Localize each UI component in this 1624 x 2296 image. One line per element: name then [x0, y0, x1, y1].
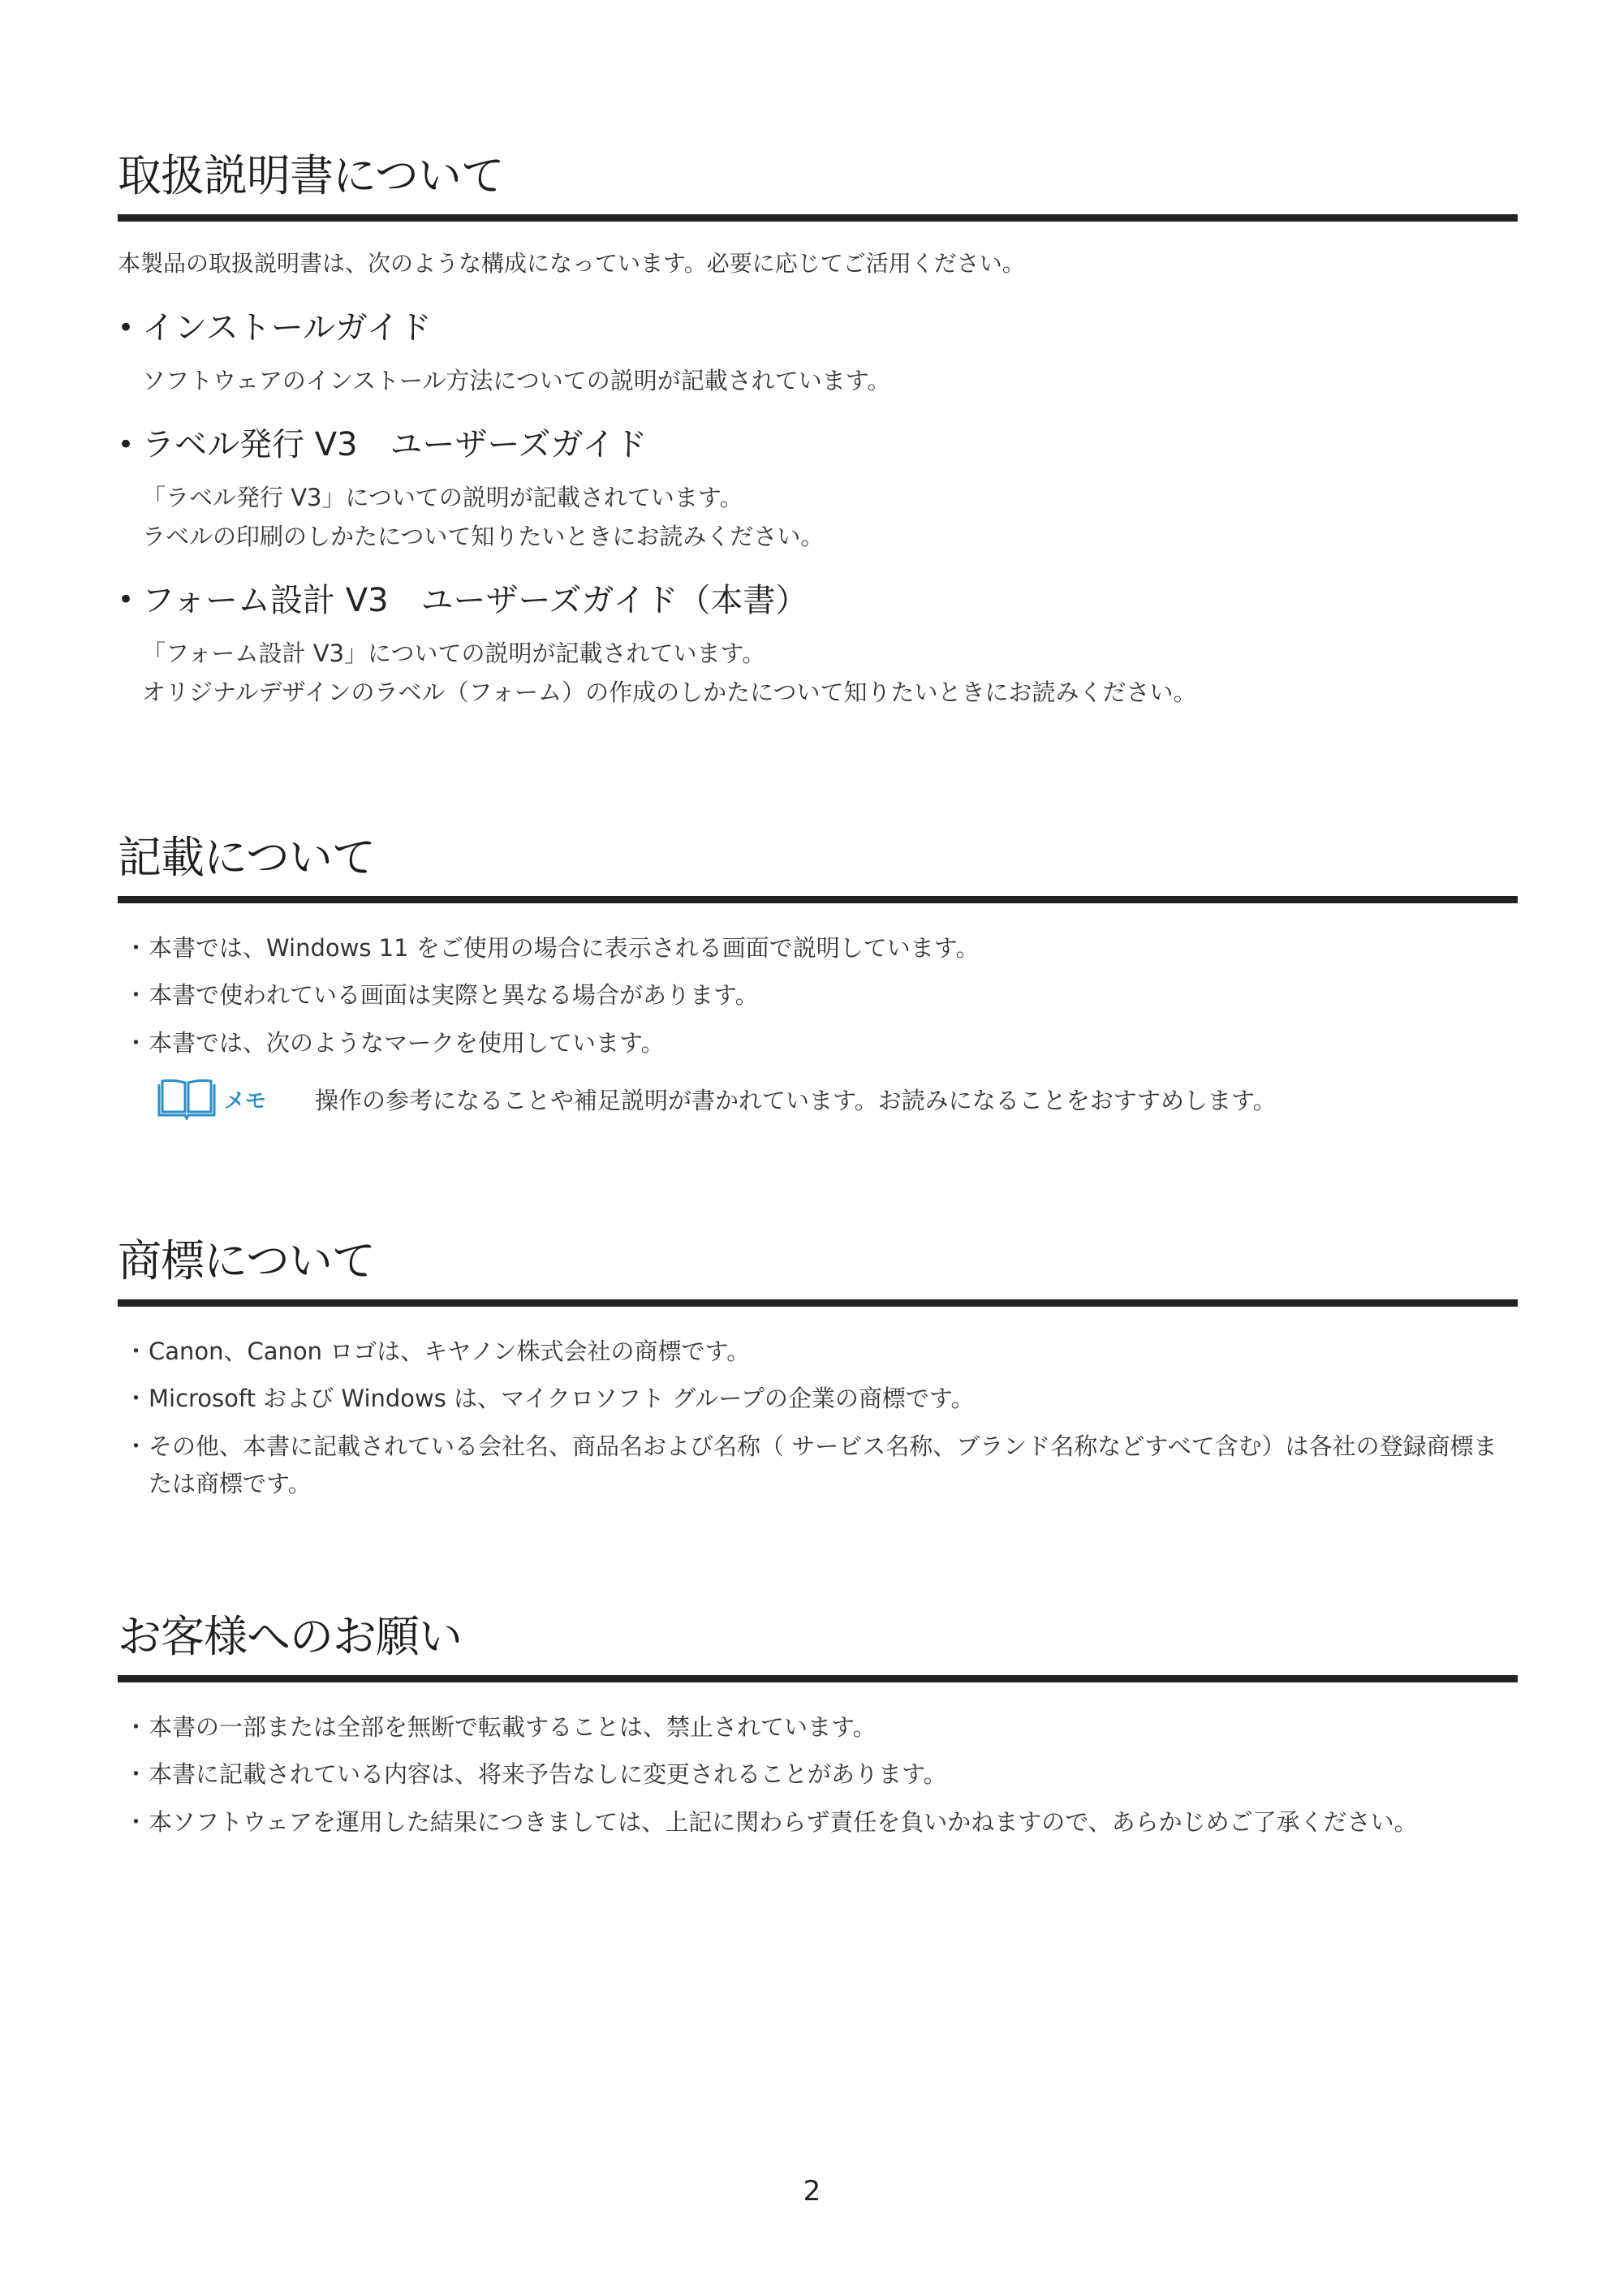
section-requests: [118, 1611, 1518, 1850]
memo-text: 操作の参考になることや補足説明が書かれています。お読みになることをおすすめします。: [315, 1086, 1277, 1114]
bullet-icon: •: [118, 584, 135, 617]
guide-title-text: フォーム設計 V3 ユーザーズガイド（本書）: [142, 581, 808, 619]
guide-description: ソフトウェアのインストール方法についての説明が記載されています。: [142, 367, 891, 395]
section-manuals: [118, 150, 1518, 712]
section-heading: 記載について: [118, 836, 1518, 903]
notation-list: [118, 929, 1518, 1062]
list-item: ・ 本書では、次のようなマークを使用しています。: [124, 1028, 665, 1057]
list-item: ・ 本書で使われている画面は実際と異なる場合があります。: [124, 981, 759, 1010]
page-number: 2: [803, 2175, 821, 2208]
guide-item: [118, 581, 1518, 713]
guide-item: [118, 425, 1518, 557]
guide-item: [118, 308, 1518, 401]
guide-title-text: ラベル発行 V3 ユーザーズガイド: [142, 426, 648, 464]
section-heading: 商標について: [118, 1239, 1518, 1307]
list-item: ・ Canon、Canon ロゴは、キヤノン株式会社の商標です。: [124, 1338, 751, 1365]
memo-legend: [156, 1078, 1518, 1120]
guide-title: [118, 581, 1518, 620]
book-icon: [156, 1078, 218, 1120]
list-item: ・ 本書に記載されている内容は、将来予告なしに変更されることがあります。: [124, 1760, 947, 1789]
trademark-list: [118, 1333, 1518, 1503]
bullet-icon: •: [118, 428, 135, 461]
list-item: ・ Microsoft および Windows は、マイクロソフト グループの企業の商標です。: [124, 1385, 975, 1413]
list-item: ・ 本書の一部または全部を無断で転載することは、禁止されています。: [124, 1713, 877, 1741]
list-item: ・ 本ソフトウェアを運用した結果につきましては、上記に関わらず責任を負いかねますので、あらかじめご了承ください。: [124, 1807, 1418, 1836]
list-item: ・ その他、本書に記載されている会社名、商品名および名称（ サービス名称、ブランド名称などすべて含む）は各社の登録商標または商標です。: [124, 1432, 1497, 1498]
guide-title: [118, 425, 1518, 464]
intro-text: 本製品の取扱説明書は、次のような構成になっています。必要に応じてご活用ください。: [118, 250, 1025, 277]
memo-label: メモ: [224, 1088, 267, 1114]
section-trademarks: [118, 1235, 1518, 1513]
guide-description: 「フォーム設計 V3」についての説明が記載されています。 オリジナルデザインのラベル（フォーム）の作成のしかたについて知りたいときにお読みください。: [142, 639, 1197, 706]
guide-title-text: インストールガイド: [142, 309, 432, 347]
section-heading: 取扱説明書について: [118, 154, 1518, 222]
guide-description: 「ラベル発行 V3」についての説明が記載されています。 ラベルの印刷のしかたについて知りたいときにお読みください。: [142, 484, 825, 550]
section-notation: [118, 832, 1518, 1120]
request-list: [118, 1708, 1518, 1841]
bullet-icon: •: [118, 311, 135, 344]
list-item: ・ 本書では、Windows 11 をご使用の場合に表示される画面で説明しています。: [124, 934, 980, 962]
guide-title: [118, 308, 1518, 347]
section-heading: お客様へのお願い: [118, 1615, 1518, 1682]
